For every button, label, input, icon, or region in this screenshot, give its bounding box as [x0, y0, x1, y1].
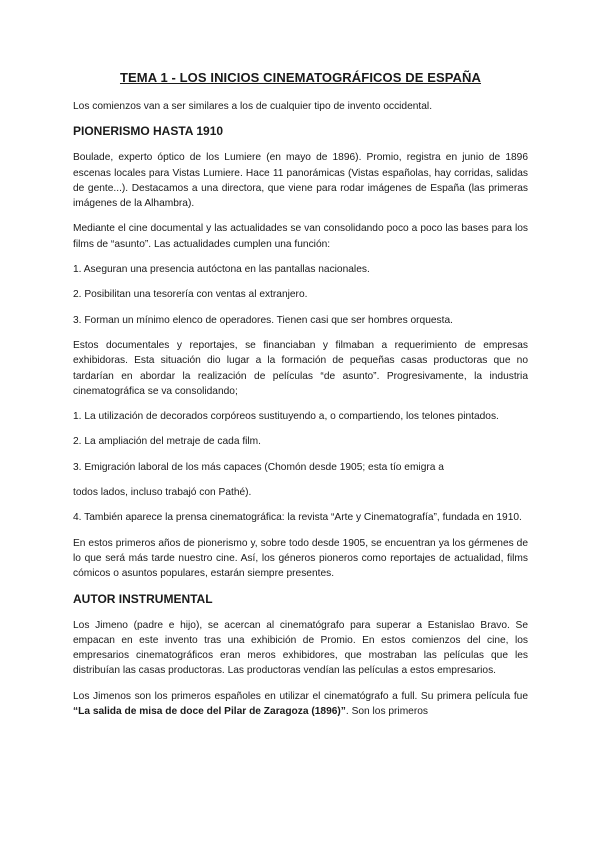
- intro-paragraph: Los comienzos van a ser similares a los de cualquier tipo de invento occidental.: [73, 101, 433, 112]
- list-item: 3. Emigración laboral de los más capaces (Chomón desde 1905; esta tío emigra a: [73, 461, 444, 473]
- paragraph: Mediante el cine documental y las actualidades se van consolidando poco a poco las bases para los films de “asunto”. Las actualidades cumplen una función:: [73, 223, 528, 250]
- document-page: [73, 60, 528, 729]
- paragraph-text: Los Jimenos son los primeros españoles en utilizar el cinematógrafo a full. Su primera película fue: [73, 690, 528, 702]
- section-heading-autor-instrumental: AUTOR INSTRUMENTAL: [73, 591, 213, 606]
- film-title: “La salida de misa de doce del Pilar de Zaragoza (1896)”: [73, 706, 346, 718]
- section-heading-pionerismo: PIONERISMO HASTA 1910: [73, 124, 224, 139]
- paragraph: Estos documentales y reportajes, se financiaban y filmaban a requerimiento de empresas exhibidoras. Esta situación dio lugar a la formación de pequeñas casas productoras que no tardarían en abordar la realización de películas “de asunto”. Progresivamente, la industria cinematográfica se va consolidando;: [73, 339, 528, 397]
- paragraph-text: . Son los primeros: [345, 706, 429, 718]
- document-title: TEMA 1 - LOS INICIOS CINEMATOGRÁFICOS DE ESPAÑA: [119, 70, 482, 85]
- list-item: 2. Posibilitan una tesorería con ventas al extranjero.: [73, 289, 308, 301]
- list-item: 4. También aparece la prensa cinematográfica: la revista “Arte y Cinematografía”, fundada en 1910.: [73, 512, 522, 524]
- paragraph: [73, 689, 528, 720]
- list-item: 1. Aseguran una presencia autóctona en las pantallas nacionales.: [73, 264, 370, 276]
- paragraph: En estos primeros años de pionerismo y, sobre todo desde 1905, se encuentran ya los gérmenes de lo que será más tarde nuestro cine. Así, los géneros pioneros como reportajes de actualidad, films cómicos o asuntos populares, estarán siempre presentes.: [73, 537, 528, 580]
- list-item: 1. La utilización de decorados corpóreos sustituyendo a, o compartiendo, los telones pintados.: [73, 411, 499, 423]
- paragraph: Boulade, experto óptico de los Lumiere (en mayo de 1896). Promio, registra en junio de 1896 escenas locales para Vistas Lumiere. Hace 11 panorámicas (Vistas españolas, hay corridas, salidas de gente...). Destacamos a una directora, que viene para rodar imágenes de España (las primeras imágenes de la Alhambra).: [73, 152, 528, 210]
- list-item-continuation: todos lados, incluso trabajó con Pathé).: [73, 487, 252, 499]
- paragraph: Los Jimeno (padre e hijo), se acercan al cinematógrafo para superar a Estanislao Bravo. Se empacan en este invento tras una exhibición de Promio. En estos comienzos del cine, los empresarios cinematográficos eran meros exhibidores, que mostraban las películas que les distribuían las casas productoras. Las productoras vendían las películas a estos empresarios.: [73, 619, 528, 677]
- list-item: 3. Forman un mínimo elenco de operadores. Tienen casi que ser hombres orquesta.: [73, 314, 453, 326]
- list-item: 2. La ampliación del metraje de cada film.: [73, 436, 262, 448]
